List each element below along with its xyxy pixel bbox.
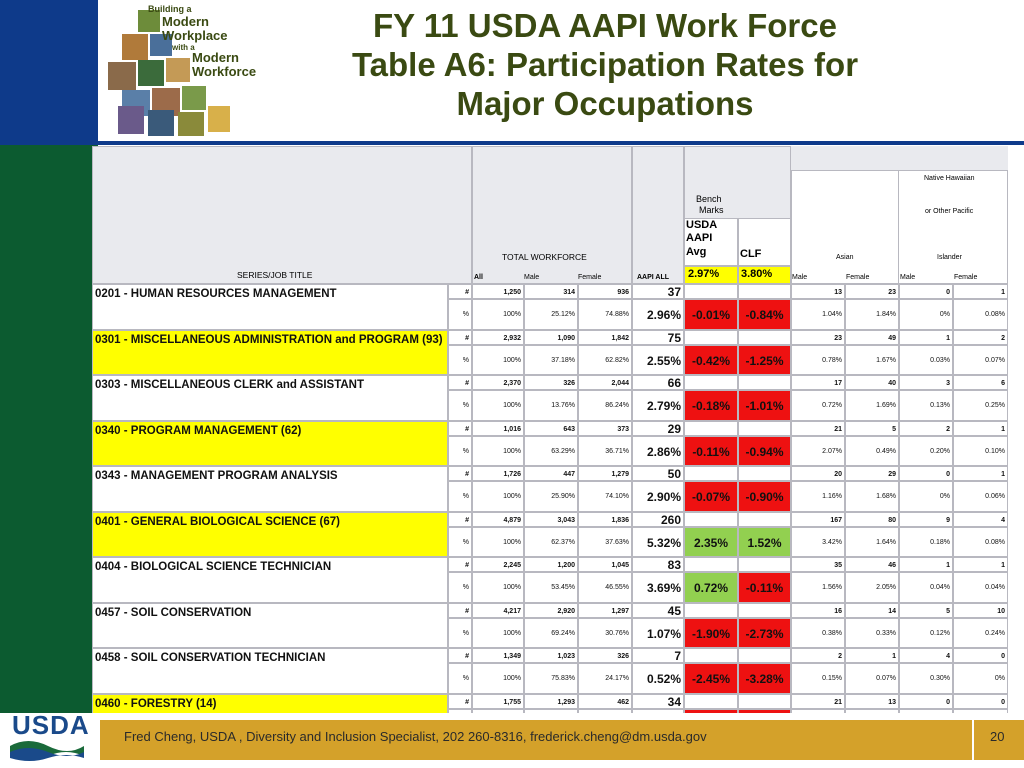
percent-sign: %: [448, 345, 472, 376]
percent-sign: %: [448, 390, 472, 421]
group-percent-cell: 0.18%: [899, 527, 953, 558]
logo-line-2: Modern: [162, 14, 209, 29]
bench-blank-cell: [684, 330, 738, 345]
participation-table: [92, 146, 1008, 729]
group-count-cell: 0: [953, 694, 1008, 709]
count-cell: 1,023: [524, 648, 578, 663]
header-total-box: [472, 146, 632, 284]
usda-diff-cell: 2.35%: [684, 527, 738, 558]
count-cell: 314: [524, 284, 578, 299]
bench-blank-cell: [684, 512, 738, 527]
group-percent-cell: 0.24%: [953, 618, 1008, 649]
percent-cell: 2.79%: [632, 390, 684, 421]
percent-cell: 69.24%: [524, 618, 578, 649]
percent-cell: 5.32%: [632, 527, 684, 558]
job-title-cell: 0303 - MISCELLANEOUS CLERK and ASSISTANT: [92, 375, 448, 421]
count-cell: 936: [578, 284, 632, 299]
percent-cell: 37.63%: [578, 527, 632, 558]
group-count-cell: 0: [899, 284, 953, 299]
usda-aapi-avg-value: 2.97%: [688, 268, 720, 280]
logo-line-1: Building a: [148, 4, 192, 14]
top-blue-bar: [0, 0, 98, 143]
group-percent-cell: 0.06%: [953, 481, 1008, 512]
modern-workplace-logo: [100, 0, 270, 140]
count-cell: 1,836: [578, 512, 632, 527]
page-number: [972, 720, 1024, 760]
group-count-cell: 0: [899, 694, 953, 709]
bench-blank-cell: [684, 694, 738, 709]
job-title-cell: 0301 - MISCELLANEOUS ADMINISTRATION and PROGRAM (93): [92, 330, 448, 376]
title-line-2: Table A6: Participation Rates for: [351, 46, 859, 83]
group-count-cell: 1: [953, 557, 1008, 572]
group-percent-cell: 0.12%: [899, 618, 953, 649]
job-title-cell: 0340 - PROGRAM MANAGEMENT (62): [92, 421, 448, 467]
group-percent-cell: 0.13%: [899, 390, 953, 421]
group-count-cell: 1: [845, 648, 899, 663]
percent-sign: %: [448, 481, 472, 512]
group-count-cell: 2: [791, 648, 845, 663]
aapi-all-col-header: AAPI ALL: [637, 274, 670, 281]
count-cell: 29: [632, 421, 684, 436]
clf-diff-cell: -3.28%: [738, 663, 791, 694]
percent-sign: %: [448, 618, 472, 649]
group-percent-cell: 0.49%: [845, 436, 899, 467]
usda-diff-cell: -0.11%: [684, 436, 738, 467]
job-title-cell: 0457 - SOIL CONSERVATION: [92, 603, 448, 649]
usda-aapi-avg-header-1: USDA: [686, 219, 718, 231]
percent-cell: 2.90%: [632, 481, 684, 512]
group-count-cell: 40: [845, 375, 899, 390]
group-percent-cell: 1.04%: [791, 299, 845, 330]
or-other-pacific-header: or Other Pacific: [925, 208, 974, 215]
asian-female-header: Female: [846, 274, 870, 281]
count-cell: 3,043: [524, 512, 578, 527]
group-percent-cell: 0.10%: [953, 436, 1008, 467]
usda-diff-cell: -1.90%: [684, 618, 738, 649]
logo-line-6: Workforce: [192, 64, 257, 79]
nh-male-header: Male: [900, 274, 916, 281]
group-percent-cell: 2.07%: [791, 436, 845, 467]
group-percent-cell: 1.64%: [845, 527, 899, 558]
group-percent-cell: 0.72%: [791, 390, 845, 421]
group-count-cell: 4: [953, 512, 1008, 527]
count-cell: 50: [632, 466, 684, 481]
group-count-cell: 1: [953, 284, 1008, 299]
total-workforce-header: TOTAL WORKFORCE: [502, 252, 587, 262]
group-percent-cell: 0.20%: [899, 436, 953, 467]
percent-cell: 86.24%: [578, 390, 632, 421]
group-percent-cell: 0.08%: [953, 527, 1008, 558]
percent-cell: 37.18%: [524, 345, 578, 376]
percent-cell: 3.69%: [632, 572, 684, 603]
clf-header: CLF: [740, 248, 762, 260]
group-percent-cell: 0%: [899, 481, 953, 512]
percent-cell: 53.45%: [524, 572, 578, 603]
group-percent-cell: 0.78%: [791, 345, 845, 376]
count-cell: 2,920: [524, 603, 578, 618]
bench-blank-cell: [738, 694, 791, 709]
count-cell: 326: [524, 375, 578, 390]
count-cell: 75: [632, 330, 684, 345]
job-title-cell: 0460 - FORESTRY (14): [92, 694, 448, 740]
percent-cell: 62.82%: [578, 345, 632, 376]
usda-diff-cell: -0.07%: [684, 481, 738, 512]
group-count-cell: 4: [899, 648, 953, 663]
native-hawaiian-header: Native Hawaiian: [924, 175, 975, 182]
percent-cell: 100%: [472, 527, 524, 558]
percent-cell: 74.88%: [578, 299, 632, 330]
count-cell: 447: [524, 466, 578, 481]
bench-blank-cell: [738, 421, 791, 436]
islander-header: Islander: [937, 254, 962, 261]
header-separator: [0, 141, 1024, 145]
group-count-cell: 17: [791, 375, 845, 390]
group-count-cell: 0: [953, 648, 1008, 663]
group-count-cell: 35: [791, 557, 845, 572]
percent-cell: 2.55%: [632, 345, 684, 376]
clf-diff-cell: -1.25%: [738, 345, 791, 376]
clf-diff-cell: -1.01%: [738, 390, 791, 421]
count-cell: 373: [578, 421, 632, 436]
male-col-header: Male: [524, 274, 540, 281]
group-count-cell: 167: [791, 512, 845, 527]
footer-text: Fred Cheng, USDA , Diversity and Inclusion Specialist, 202 260-8316, frederick.cheng@dm.usda.gov: [124, 729, 707, 744]
count-cell: 643: [524, 421, 578, 436]
job-title-cell: 0401 - GENERAL BIOLOGICAL SCIENCE (67): [92, 512, 448, 558]
job-title-cell: 0458 - SOIL CONSERVATION TECHNICIAN: [92, 648, 448, 694]
count-sign: #: [448, 421, 472, 436]
count-cell: 1,016: [472, 421, 524, 436]
percent-sign: %: [448, 527, 472, 558]
group-percent-cell: 0%: [899, 299, 953, 330]
usda-diff-cell: -0.18%: [684, 390, 738, 421]
group-count-cell: 3: [899, 375, 953, 390]
bench-blank-cell: [738, 512, 791, 527]
page-title: [270, 6, 940, 123]
bench-blank-cell: [738, 466, 791, 481]
count-sign: #: [448, 603, 472, 618]
count-cell: 66: [632, 375, 684, 390]
count-cell: 4,879: [472, 512, 524, 527]
count-cell: 1,200: [524, 557, 578, 572]
group-count-cell: 14: [845, 603, 899, 618]
group-percent-cell: 0.07%: [845, 663, 899, 694]
bench-marks-header-1: Bench: [696, 194, 722, 204]
logo-line-3: Workplace: [162, 28, 228, 43]
group-percent-cell: 0.33%: [845, 618, 899, 649]
count-sign: #: [448, 466, 472, 481]
group-count-cell: 1: [899, 330, 953, 345]
bench-blank-cell: [738, 603, 791, 618]
percent-cell: 100%: [472, 390, 524, 421]
job-title-cell: 0201 - HUMAN RESOURCES MANAGEMENT: [92, 284, 448, 330]
count-cell: 1,842: [578, 330, 632, 345]
percent-cell: 2.86%: [632, 436, 684, 467]
count-sign: #: [448, 648, 472, 663]
group-count-cell: 1: [953, 421, 1008, 436]
clf-value: 3.80%: [741, 268, 773, 280]
group-percent-cell: 0.07%: [953, 345, 1008, 376]
percent-cell: 24.17%: [578, 663, 632, 694]
group-percent-cell: 0.30%: [899, 663, 953, 694]
percent-cell: 30.76%: [578, 618, 632, 649]
all-col-header: All: [474, 274, 483, 281]
header-aapi-box: [632, 146, 684, 284]
group-count-cell: 13: [845, 694, 899, 709]
percent-sign: %: [448, 663, 472, 694]
group-percent-cell: 3.42%: [791, 527, 845, 558]
group-count-cell: 2: [899, 421, 953, 436]
clf-diff-cell: -0.90%: [738, 481, 791, 512]
percent-cell: 100%: [472, 618, 524, 649]
title-line-1: FY 11 USDA AAPI Work Force: [373, 7, 837, 44]
group-percent-cell: 0.25%: [953, 390, 1008, 421]
count-sign: #: [448, 512, 472, 527]
percent-cell: 0.52%: [632, 663, 684, 694]
group-percent-cell: 1.69%: [845, 390, 899, 421]
count-cell: 4,217: [472, 603, 524, 618]
group-count-cell: 21: [791, 421, 845, 436]
count-cell: 1,279: [578, 466, 632, 481]
count-cell: 462: [578, 694, 632, 709]
group-percent-cell: 1.67%: [845, 345, 899, 376]
count-cell: 83: [632, 557, 684, 572]
count-cell: 260: [632, 512, 684, 527]
percent-cell: 25.90%: [524, 481, 578, 512]
usda-diff-cell: -2.45%: [684, 663, 738, 694]
bench-blank-cell: [684, 648, 738, 663]
usda-aapi-avg-header-2: AAPI: [686, 232, 713, 244]
header-series-box: [92, 146, 472, 284]
header-asian-box: [791, 170, 899, 284]
group-percent-cell: 0.08%: [953, 299, 1008, 330]
bench-marks-header-2: Marks: [699, 205, 724, 215]
usda-diff-cell: -0.01%: [684, 299, 738, 330]
group-percent-cell: 1.56%: [791, 572, 845, 603]
count-cell: 326: [578, 648, 632, 663]
nh-female-header: Female: [954, 274, 978, 281]
percent-cell: 2.96%: [632, 299, 684, 330]
percent-sign: %: [448, 572, 472, 603]
percent-cell: 62.37%: [524, 527, 578, 558]
bench-blank-cell: [684, 421, 738, 436]
clf-diff-cell: 1.52%: [738, 527, 791, 558]
percent-cell: 74.10%: [578, 481, 632, 512]
series-title-header: SERIES/JOB TITLE: [237, 270, 313, 280]
group-count-cell: 5: [845, 421, 899, 436]
group-count-cell: 23: [791, 330, 845, 345]
bench-blank-cell: [684, 284, 738, 299]
count-sign: #: [448, 694, 472, 709]
count-cell: 34: [632, 694, 684, 709]
usda-diff-cell: -0.42%: [684, 345, 738, 376]
group-count-cell: 20: [791, 466, 845, 481]
asian-header: Asian: [836, 254, 854, 261]
logo-line-5: Modern: [192, 50, 239, 65]
count-cell: 2,245: [472, 557, 524, 572]
group-count-cell: 5: [899, 603, 953, 618]
group-count-cell: 1: [899, 557, 953, 572]
female-col-header: Female: [578, 274, 602, 281]
count-cell: 2,370: [472, 375, 524, 390]
group-count-cell: 21: [791, 694, 845, 709]
percent-cell: 25.12%: [524, 299, 578, 330]
group-percent-cell: 1.68%: [845, 481, 899, 512]
count-cell: 45: [632, 603, 684, 618]
usda-logo: [8, 706, 90, 762]
percent-cell: 100%: [472, 481, 524, 512]
count-cell: 1,045: [578, 557, 632, 572]
bench-blank-cell: [684, 466, 738, 481]
bench-blank-cell: [684, 557, 738, 572]
usda-diff-cell: 0.72%: [684, 572, 738, 603]
bench-blank-cell: [738, 284, 791, 299]
count-sign: #: [448, 375, 472, 390]
count-cell: 2,932: [472, 330, 524, 345]
count-cell: 1,090: [524, 330, 578, 345]
count-cell: 1,755: [472, 694, 524, 709]
job-title-cell: 0404 - BIOLOGICAL SCIENCE TECHNICIAN: [92, 557, 448, 603]
percent-cell: 63.29%: [524, 436, 578, 467]
percent-cell: 13.76%: [524, 390, 578, 421]
percent-cell: 100%: [472, 663, 524, 694]
group-percent-cell: 1.84%: [845, 299, 899, 330]
group-percent-cell: 0.03%: [899, 345, 953, 376]
percent-cell: 1.07%: [632, 618, 684, 649]
group-count-cell: 46: [845, 557, 899, 572]
usda-logo-text: USDA: [12, 710, 90, 740]
job-title-cell: 0343 - MANAGEMENT PROGRAM ANALYSIS: [92, 466, 448, 512]
group-percent-cell: 0.38%: [791, 618, 845, 649]
group-percent-cell: 0%: [953, 663, 1008, 694]
count-cell: 1,250: [472, 284, 524, 299]
clf-diff-cell: -2.73%: [738, 618, 791, 649]
group-count-cell: 10: [953, 603, 1008, 618]
group-count-cell: 9: [899, 512, 953, 527]
logo-line-4: with a: [172, 43, 195, 52]
page-number-label: 20: [990, 729, 1005, 744]
group-percent-cell: 1.16%: [791, 481, 845, 512]
title-line-3: Major Occupations: [456, 85, 754, 122]
bench-blank-cell: [684, 375, 738, 390]
group-percent-cell: 0.04%: [953, 572, 1008, 603]
clf-diff-cell: -0.84%: [738, 299, 791, 330]
group-count-cell: 2: [953, 330, 1008, 345]
group-count-cell: 0: [899, 466, 953, 481]
count-cell: 2,044: [578, 375, 632, 390]
bench-blank-cell: [738, 648, 791, 663]
count-cell: 7: [632, 648, 684, 663]
group-count-cell: 23: [845, 284, 899, 299]
percent-cell: 46.55%: [578, 572, 632, 603]
group-percent-cell: 0.15%: [791, 663, 845, 694]
count-sign: #: [448, 330, 472, 345]
group-percent-cell: 0.04%: [899, 572, 953, 603]
count-sign: #: [448, 557, 472, 572]
bench-blank-cell: [738, 330, 791, 345]
count-cell: 1,349: [472, 648, 524, 663]
count-sign: #: [448, 284, 472, 299]
group-count-cell: 1: [953, 466, 1008, 481]
clf-diff-cell: -0.11%: [738, 572, 791, 603]
bench-blank-cell: [738, 375, 791, 390]
group-count-cell: 16: [791, 603, 845, 618]
percent-cell: 36.71%: [578, 436, 632, 467]
usda-aapi-avg-header-3: Avg: [686, 246, 707, 258]
percent-cell: 100%: [472, 345, 524, 376]
percent-cell: 75.83%: [524, 663, 578, 694]
clf-diff-cell: -0.94%: [738, 436, 791, 467]
count-cell: 37: [632, 284, 684, 299]
percent-cell: 100%: [472, 299, 524, 330]
group-count-cell: 13: [791, 284, 845, 299]
percent-cell: 100%: [472, 436, 524, 467]
percent-sign: %: [448, 299, 472, 330]
asian-male-header: Male: [792, 274, 808, 281]
group-count-cell: 6: [953, 375, 1008, 390]
percent-cell: 100%: [472, 572, 524, 603]
bench-blank-cell: [684, 603, 738, 618]
group-count-cell: 80: [845, 512, 899, 527]
percent-sign: %: [448, 436, 472, 467]
group-count-cell: 49: [845, 330, 899, 345]
count-cell: 1,726: [472, 466, 524, 481]
bench-blank-cell: [738, 557, 791, 572]
group-percent-cell: 2.05%: [845, 572, 899, 603]
group-count-cell: 29: [845, 466, 899, 481]
count-cell: 1,297: [578, 603, 632, 618]
count-cell: 1,293: [524, 694, 578, 709]
